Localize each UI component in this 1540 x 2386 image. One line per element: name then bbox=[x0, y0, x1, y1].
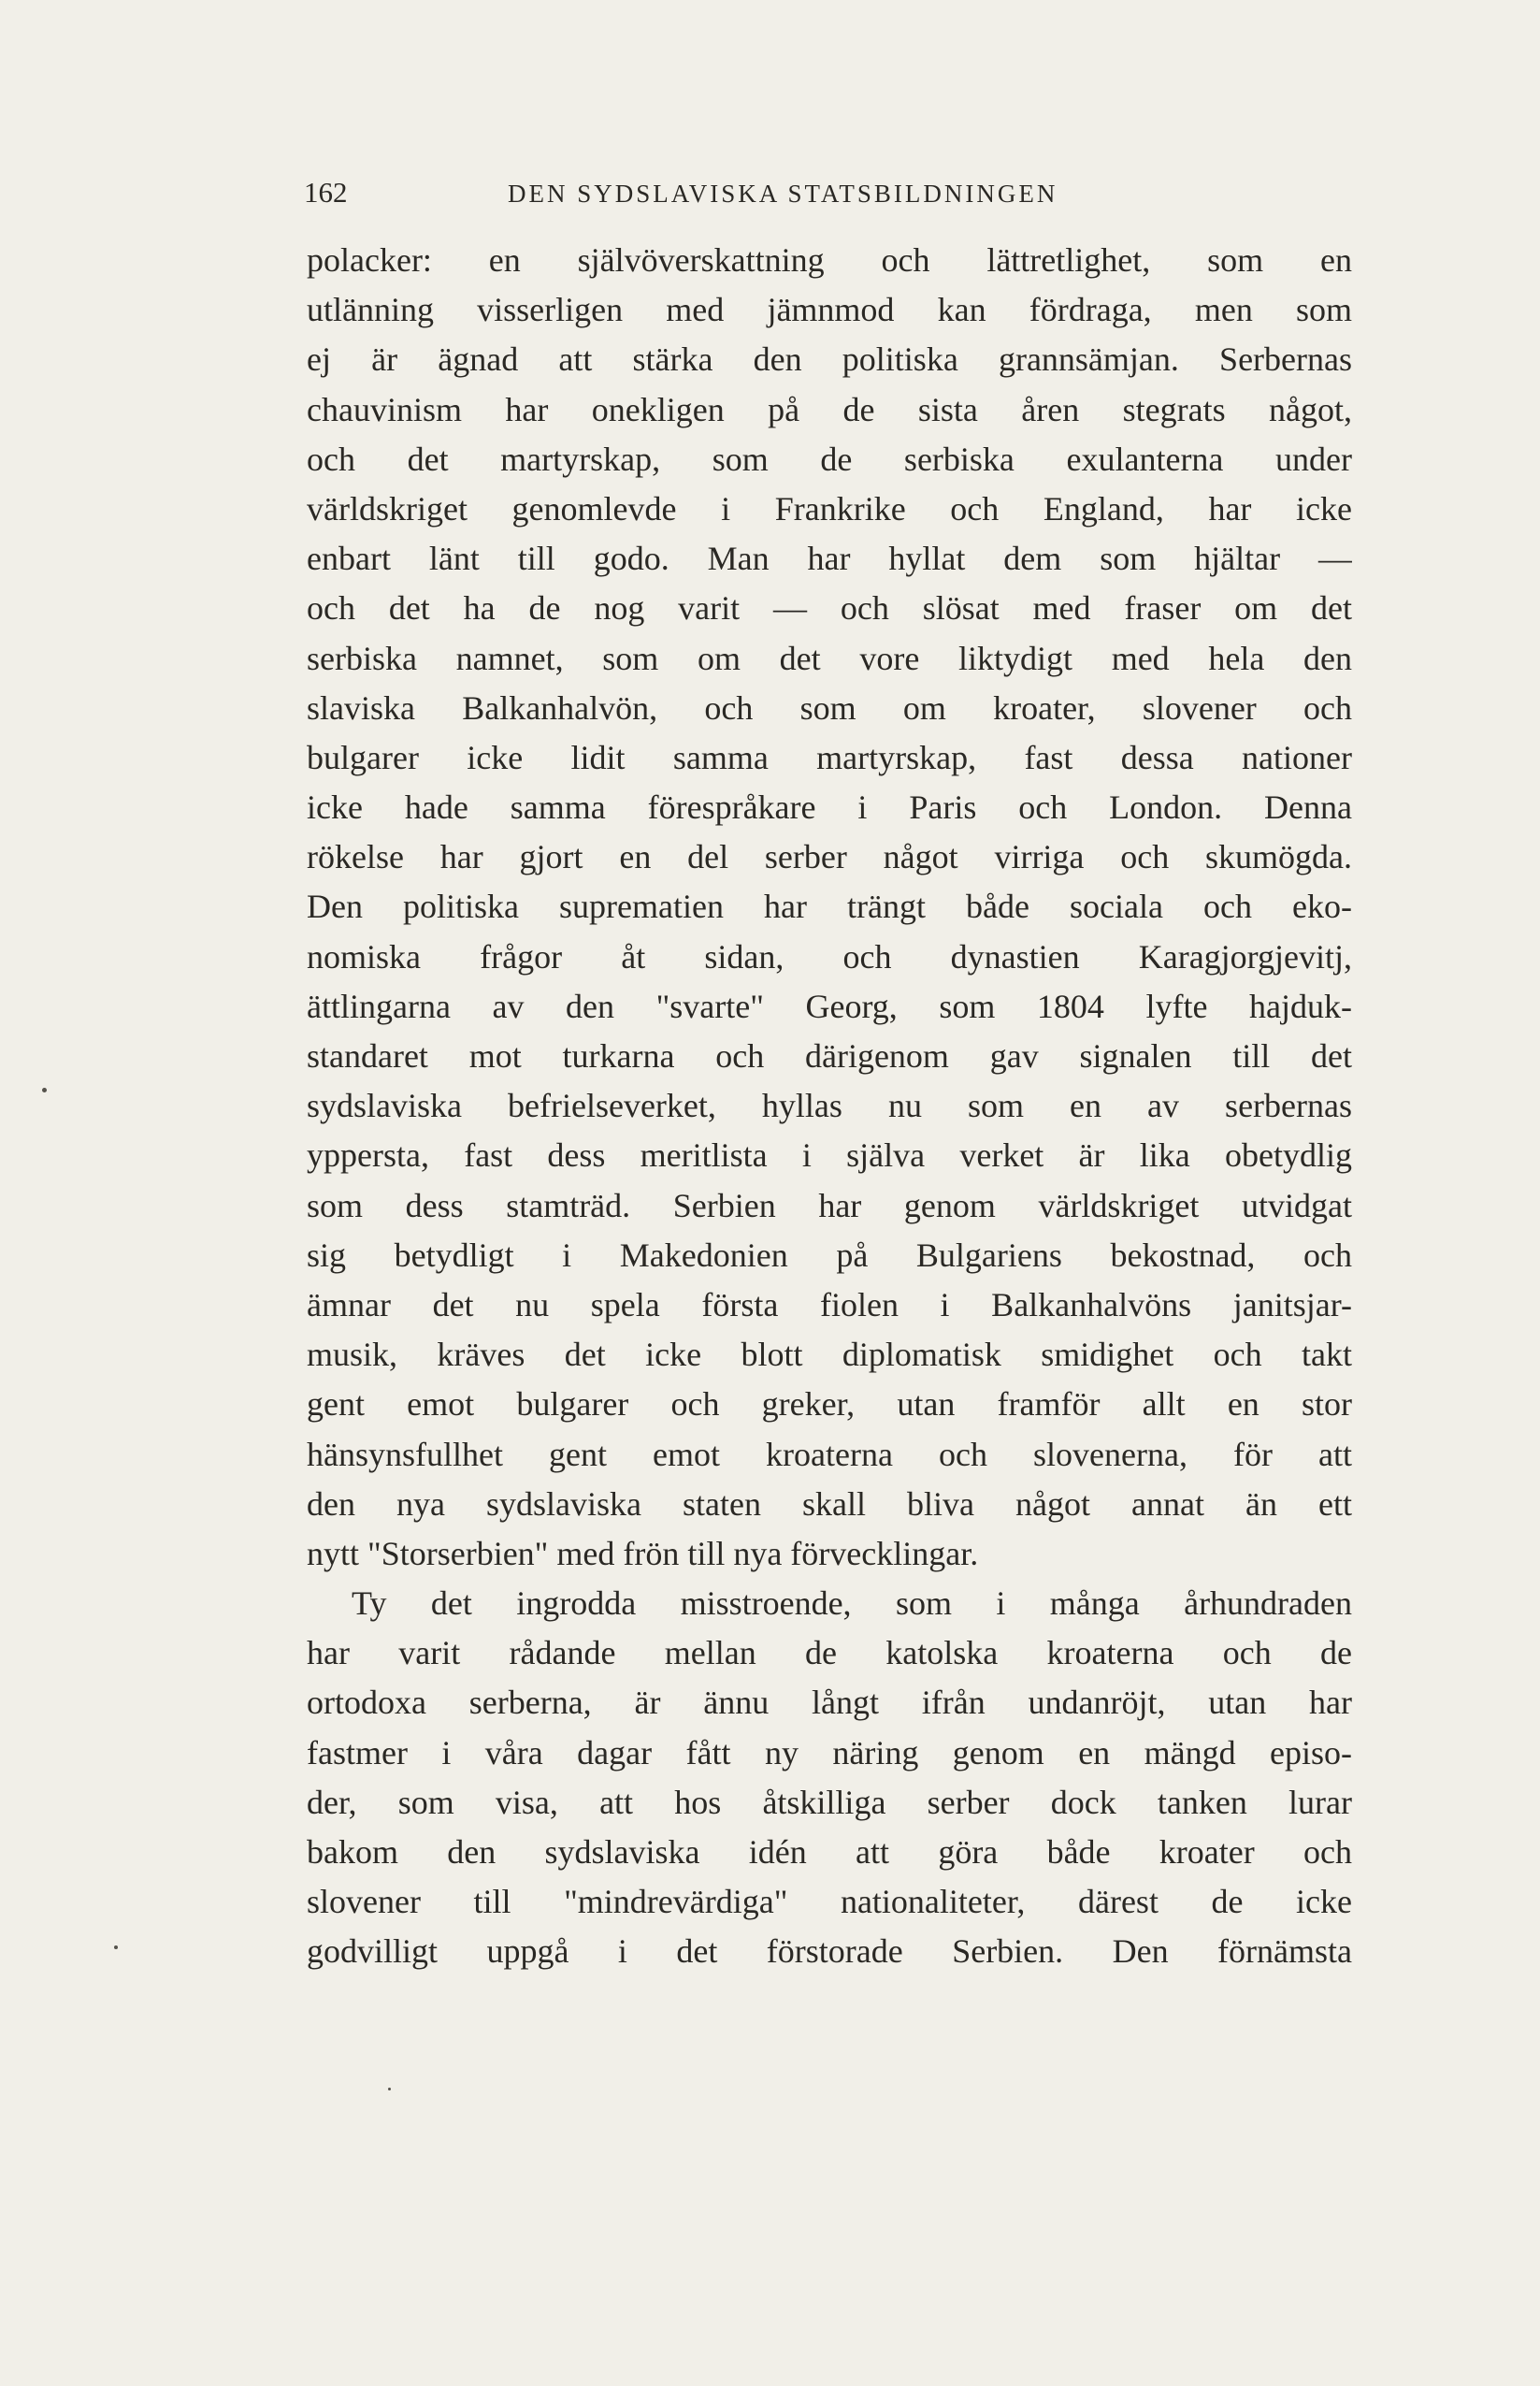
paper-speck bbox=[114, 1945, 118, 1949]
body-text bbox=[307, 236, 1352, 1977]
text-line: enbart länt till godo. Man har hyllat dem som hjältar — bbox=[307, 540, 1352, 578]
text-line: hänsynsfullhet gent emot kroaterna och slovenerna, för att bbox=[307, 1435, 1352, 1473]
text-line: serbiska namnet, som om det vore liktydigt med hela den bbox=[307, 639, 1352, 677]
text-line: chauvinism har onekligen på de sista åren stegrats något, bbox=[307, 390, 1352, 428]
paragraph-1 bbox=[307, 236, 1352, 1579]
text-line: ortodoxa serberna, är ännu långt ifrån undanröjt, utan har bbox=[307, 1684, 1352, 1722]
text-line: rökelse har gjort en del serber något virriga och skumögda. bbox=[307, 838, 1352, 876]
text-line: som dess stamträd. Serbien har genom världskriget utvidgat bbox=[307, 1186, 1352, 1224]
text-line: godvilligt uppgå i det förstorade Serbien. Den förnämsta bbox=[307, 1932, 1352, 1971]
text-line: ättlingarna av den "svarte" Georg, som 1804 lyfte hajduk- bbox=[307, 987, 1352, 1025]
text-line: sydslaviska befrielseverket, hyllas nu som en av serbernas bbox=[307, 1087, 1352, 1125]
page-number: 162 bbox=[304, 176, 348, 209]
text-line: och det ha de nog varit — och slösat med fraser om det bbox=[307, 589, 1352, 628]
text-line: standaret mot turkarna och därigenom gav signalen till det bbox=[307, 1037, 1352, 1075]
text-line: musik, kräves det icke blott diplomatisk smidighet och takt bbox=[307, 1336, 1352, 1374]
text-line: polacker: en självöverskattning och lättretlighet, som en bbox=[307, 241, 1352, 279]
running-title: DEN SYDSLAVISKA STATSBILDNINGEN bbox=[508, 180, 1058, 208]
text-line: nytt "Storserbien" med frön till nya förvecklingar. bbox=[307, 1534, 979, 1572]
text-line: yppersta, fast dess meritlista i själva verket är lika obetydlig bbox=[307, 1136, 1352, 1175]
text-line: Ty det ingrodda misstroende, som i många århundraden bbox=[352, 1584, 1352, 1623]
text-line: utlänning visserligen med jämnmod kan fördraga, men som bbox=[307, 291, 1352, 329]
text-line: sig betydligt i Makedonien på Bulgariens bekostnad, och bbox=[307, 1236, 1352, 1274]
text-line: ej är ägnad att stärka den politiska grannsämjan. Serbernas bbox=[307, 340, 1352, 379]
text-line: bakom den sydslaviska idén att göra både kroater och bbox=[307, 1833, 1352, 1871]
paper-speck bbox=[42, 1088, 47, 1092]
text-line: den nya sydslaviska staten skall bliva något annat än ett bbox=[307, 1484, 1352, 1523]
paper-speck bbox=[388, 2088, 391, 2090]
text-line: ämnar det nu spela första fiolen i Balkanhalvöns janitsjar- bbox=[307, 1285, 1352, 1323]
text-line: och det martyrskap, som de serbiska exulanterna under bbox=[307, 440, 1352, 478]
text-line: fastmer i våra dagar fått ny näring genom en mängd episo- bbox=[307, 1733, 1352, 1771]
paragraph-2 bbox=[307, 1579, 1352, 1977]
text-line: bulgarer icke lidit samma martyrskap, fast dessa nationer bbox=[307, 738, 1352, 776]
text-line: har varit rådande mellan de katolska kroaterna och de bbox=[307, 1634, 1352, 1672]
running-head bbox=[304, 176, 1351, 213]
text-line: gent emot bulgarer och greker, utan framför allt en stor bbox=[307, 1385, 1352, 1424]
text-line: icke hade samma förespråkare i Paris och London. Denna bbox=[307, 788, 1352, 827]
text-line: världskriget genomlevde i Frankrike och England, har icke bbox=[307, 489, 1352, 528]
text-line: Den politiska suprematien har trängt både sociala och eko- bbox=[307, 888, 1352, 926]
text-line: der, som visa, att hos åtskilliga serber dock tanken lurar bbox=[307, 1783, 1352, 1821]
text-line: nomiska frågor åt sidan, och dynastien Karagjorgjevitj, bbox=[307, 937, 1352, 976]
text-line: slaviska Balkanhalvön, och som om kroater, slovener och bbox=[307, 688, 1352, 727]
text-line: slovener till "mindrevärdiga" nationaliteter, därest de icke bbox=[307, 1883, 1352, 1921]
